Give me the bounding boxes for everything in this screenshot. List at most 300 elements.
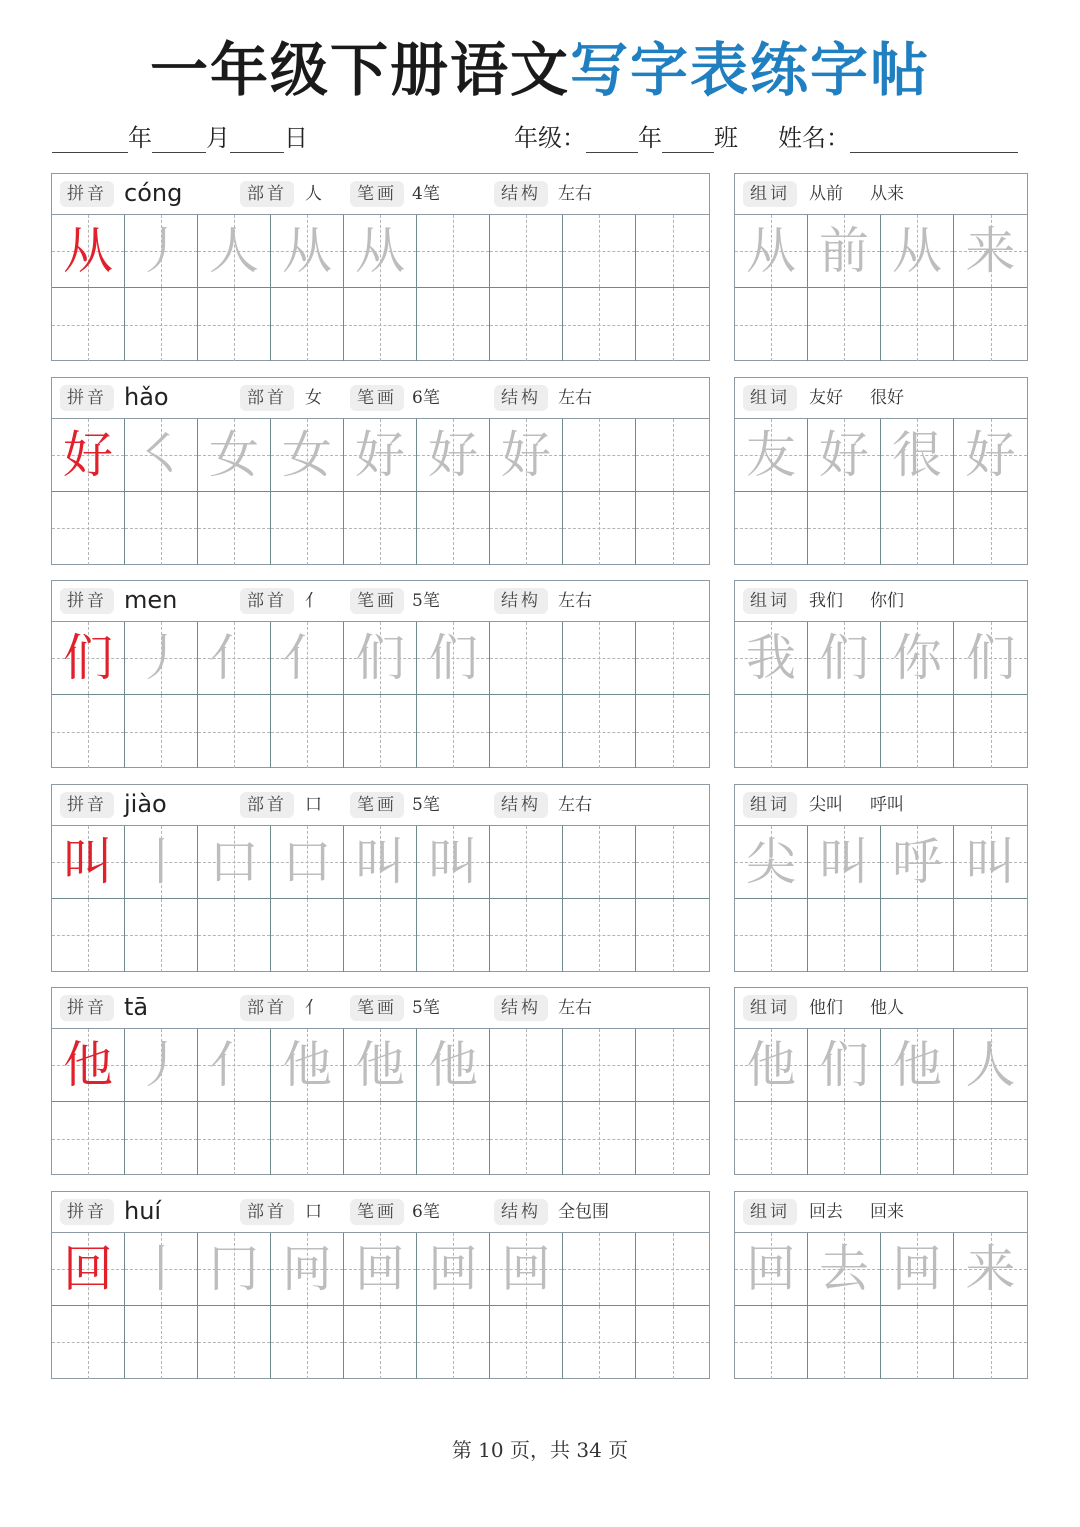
grid-cell[interactable]: [563, 695, 636, 768]
guide-line-v: [844, 899, 845, 972]
class-blank[interactable]: [662, 128, 714, 153]
grid-cell[interactable]: [881, 695, 954, 768]
grid-cell[interactable]: [954, 1306, 1027, 1379]
grid-cell[interactable]: [417, 1306, 490, 1379]
stroke-step: 他: [355, 1036, 405, 1094]
grid-cell[interactable]: [954, 695, 1027, 768]
grid-cell[interactable]: [52, 215, 125, 288]
guide-line-v: [599, 622, 600, 694]
grid-cell[interactable]: [636, 899, 709, 972]
grid-cell[interactable]: [344, 215, 417, 288]
word-character: 他: [892, 1036, 942, 1094]
grid-cell[interactable]: [271, 419, 344, 492]
grid-cell[interactable]: [808, 622, 881, 695]
grid-cell[interactable]: [198, 899, 271, 972]
strokes-value: 4笔: [412, 184, 440, 204]
page-title: [0, 32, 1080, 108]
grid-cell[interactable]: [563, 622, 636, 695]
grid-cell[interactable]: [881, 1306, 954, 1379]
structure-tag: 结构: [494, 588, 548, 614]
grid-cell[interactable]: [636, 1029, 709, 1102]
guide-line-v: [526, 695, 527, 768]
grid-cell[interactable]: [735, 1233, 808, 1306]
stroke-step: 亻: [209, 629, 259, 687]
grid-cell[interactable]: [271, 695, 344, 768]
grade-label: 年级：: [514, 124, 586, 152]
grid-cell[interactable]: [735, 419, 808, 492]
stroke-step: 好: [501, 425, 551, 484]
stroke-step: 好: [355, 425, 405, 484]
guide-line-v: [526, 899, 527, 972]
guide-line-v: [673, 899, 674, 972]
word-value: 他人: [870, 998, 904, 1018]
guide-line-v: [234, 288, 235, 361]
grid-cell[interactable]: [417, 1102, 490, 1175]
grid-cell[interactable]: [808, 288, 881, 361]
word-character: 们: [965, 629, 1016, 687]
grid-cell[interactable]: [198, 1233, 271, 1306]
guide-line-v: [307, 492, 308, 565]
grid-cell[interactable]: [735, 492, 808, 565]
day-blank[interactable]: [230, 128, 284, 153]
guide-line-v: [991, 288, 992, 361]
word-value: 我们: [809, 591, 843, 611]
structure-tag: 结构: [494, 385, 548, 411]
grid-cell[interactable]: [881, 1029, 954, 1102]
writing-grid: [735, 1233, 1027, 1378]
grid-cell[interactable]: [198, 1306, 271, 1379]
stroke-step: ㇛: [136, 425, 186, 484]
grid-cell[interactable]: [954, 492, 1027, 565]
guide-line-v: [380, 899, 381, 972]
guide-line-v: [917, 288, 918, 361]
grid-cell[interactable]: [344, 1233, 417, 1306]
grid-cell[interactable]: [125, 215, 198, 288]
card-header: [52, 378, 709, 419]
stroke-step: 女: [209, 425, 259, 484]
grid-cell[interactable]: [735, 1306, 808, 1379]
grid-cell[interactable]: [636, 1102, 709, 1175]
grid-cell[interactable]: [954, 419, 1027, 492]
guide-line-v: [453, 1102, 454, 1175]
card-header: [735, 581, 1027, 622]
radical-tag: 部首: [240, 995, 294, 1021]
grid-cell[interactable]: [271, 215, 344, 288]
pinyin-tag: 拼音: [60, 588, 114, 614]
strokes-tag: 笔画: [350, 1199, 404, 1225]
grid-cell[interactable]: [417, 899, 490, 972]
grid-cell[interactable]: [271, 1306, 344, 1379]
stroke-step: 口: [209, 832, 259, 891]
strokes-tag: 笔画: [350, 588, 404, 614]
guide-line-v: [599, 1233, 600, 1305]
grid-cell[interactable]: [954, 215, 1027, 288]
stroke-step: 他: [428, 1036, 478, 1094]
guide-line-v: [380, 492, 381, 565]
grid-cell[interactable]: [954, 826, 1027, 899]
guide-line-v: [161, 695, 162, 768]
grid-cell[interactable]: [881, 826, 954, 899]
grid-cell[interactable]: [52, 1029, 125, 1102]
stroke-step: 冂: [209, 1239, 259, 1298]
strokes-value: 5笔: [412, 591, 440, 611]
guide-line-v: [526, 215, 527, 287]
main-character: 叫: [63, 832, 113, 891]
grid-cell[interactable]: [52, 1306, 125, 1379]
word-character: 好: [819, 425, 869, 484]
grid-cell[interactable]: [52, 492, 125, 565]
guide-line-v: [453, 492, 454, 565]
grid-cell[interactable]: [271, 1102, 344, 1175]
grid-cell[interactable]: [417, 419, 490, 492]
grid-cell[interactable]: [808, 492, 881, 565]
guide-line-v: [844, 492, 845, 565]
radical-tag: 部首: [240, 792, 294, 818]
word-character: 从: [746, 222, 796, 280]
grid-cell[interactable]: [954, 1029, 1027, 1102]
stroke-step: 女: [282, 425, 332, 484]
guide-line-v: [991, 1102, 992, 1175]
grid-cell[interactable]: [808, 419, 881, 492]
grid-cell[interactable]: [198, 492, 271, 565]
guide-line-v: [673, 1102, 674, 1175]
pinyin-value: hǎo: [124, 382, 169, 411]
grid-cell[interactable]: [490, 622, 563, 695]
grid-cell[interactable]: [881, 288, 954, 361]
grid-cell[interactable]: [881, 1233, 954, 1306]
grid-cell[interactable]: [490, 288, 563, 361]
grid-cell[interactable]: [52, 826, 125, 899]
guide-line-v: [453, 215, 454, 287]
grid-cell[interactable]: [125, 1102, 198, 1175]
grid-cell[interactable]: [271, 1029, 344, 1102]
guide-line-v: [234, 1306, 235, 1379]
writing-grid: [735, 419, 1027, 564]
grid-cell[interactable]: [125, 622, 198, 695]
word-character: 们: [819, 1036, 869, 1094]
grid-cell[interactable]: [490, 826, 563, 899]
grid-cell[interactable]: [198, 1029, 271, 1102]
grid-cell[interactable]: [344, 492, 417, 565]
grid-cell[interactable]: [490, 899, 563, 972]
grid-cell[interactable]: [125, 826, 198, 899]
grid-cell[interactable]: [808, 826, 881, 899]
grid-cell[interactable]: [125, 1233, 198, 1306]
guide-line-v: [599, 826, 600, 898]
grid-cell[interactable]: [563, 1029, 636, 1102]
grid-cell[interactable]: [52, 622, 125, 695]
grid-cell[interactable]: [417, 826, 490, 899]
words-tag: 组词: [743, 995, 797, 1021]
grid-cell[interactable]: [636, 1306, 709, 1379]
radical-tag: 部首: [240, 1199, 294, 1225]
word-character: 去: [819, 1239, 869, 1298]
grid-cell[interactable]: [271, 492, 344, 565]
guide-line-v: [380, 695, 381, 768]
grid-cell[interactable]: [735, 826, 808, 899]
guide-line-v: [526, 826, 527, 898]
grid-cell[interactable]: [271, 899, 344, 972]
guide-line-v: [599, 419, 600, 491]
radical-tag: 部首: [240, 181, 294, 207]
grid-cell[interactable]: [417, 288, 490, 361]
grid-cell[interactable]: [808, 1306, 881, 1379]
grid-cell[interactable]: [125, 1306, 198, 1379]
guide-line-v: [161, 288, 162, 361]
grid-cell[interactable]: [52, 1102, 125, 1175]
grid-cell[interactable]: [344, 622, 417, 695]
words-tag: 组词: [743, 792, 797, 818]
word-value: 从来: [870, 184, 904, 204]
name-label: 姓名：: [778, 124, 850, 152]
title-part-blue: 写字表练字帖: [570, 36, 931, 104]
pinyin-value: men: [124, 586, 178, 614]
grid-cell[interactable]: [344, 419, 417, 492]
grid-cell[interactable]: [881, 215, 954, 288]
word-character: 你: [892, 629, 942, 687]
guide-line-v: [161, 492, 162, 565]
grid-cell[interactable]: [125, 1029, 198, 1102]
grid-cell[interactable]: [881, 622, 954, 695]
grid-cell[interactable]: [490, 419, 563, 492]
title-part-black: 一年级下册语文: [149, 36, 570, 104]
grid-cell[interactable]: [52, 419, 125, 492]
grid-cell[interactable]: [52, 899, 125, 972]
radical-tag: 部首: [240, 588, 294, 614]
grid-cell[interactable]: [563, 492, 636, 565]
grid-cell[interactable]: [344, 1102, 417, 1175]
guide-line-v: [526, 288, 527, 361]
char-practice-card: [51, 173, 710, 361]
grid-cell[interactable]: [735, 1029, 808, 1102]
grid-cell[interactable]: [125, 899, 198, 972]
grid-cell[interactable]: [490, 1102, 563, 1175]
year-label: 年: [128, 124, 152, 152]
class-label: 班: [714, 124, 738, 152]
grid-cell[interactable]: [271, 826, 344, 899]
card-header: [735, 785, 1027, 826]
guide-line-v: [771, 492, 772, 565]
grid-cell[interactable]: [636, 492, 709, 565]
guide-line-v: [380, 1102, 381, 1175]
guide-line-v: [234, 1102, 235, 1175]
grid-cell[interactable]: [881, 492, 954, 565]
guide-line-v: [673, 492, 674, 565]
card-header: [52, 988, 709, 1029]
guide-line-v: [771, 1306, 772, 1379]
grade-blank[interactable]: [586, 128, 638, 153]
grid-cell[interactable]: [271, 1233, 344, 1306]
grid-cell[interactable]: [490, 1029, 563, 1102]
grid-cell[interactable]: [636, 622, 709, 695]
grid-cell[interactable]: [808, 695, 881, 768]
guide-line-v: [88, 288, 89, 361]
grid-cell[interactable]: [344, 1029, 417, 1102]
grid-cell[interactable]: [198, 288, 271, 361]
grid-cell[interactable]: [490, 492, 563, 565]
month-blank[interactable]: [152, 128, 206, 153]
grid-cell[interactable]: [735, 899, 808, 972]
grid-cell[interactable]: [735, 288, 808, 361]
grid-cell[interactable]: [735, 1102, 808, 1175]
grid-cell[interactable]: [490, 695, 563, 768]
grid-cell[interactable]: [125, 492, 198, 565]
card-header: [52, 1192, 709, 1233]
word-practice-card: [734, 173, 1028, 361]
grade-year-label: 年: [638, 124, 662, 152]
grid-cell[interactable]: [636, 215, 709, 288]
year-blank[interactable]: [52, 128, 128, 153]
grid-cell[interactable]: [954, 1233, 1027, 1306]
guide-line-v: [599, 1029, 600, 1101]
main-character: 从: [63, 222, 113, 280]
guide-line-v: [599, 1306, 600, 1379]
grid-cell[interactable]: [417, 1029, 490, 1102]
grid-cell[interactable]: [563, 1306, 636, 1379]
guide-line-v: [917, 1306, 918, 1379]
guide-line-v: [991, 695, 992, 768]
word-character: 他: [746, 1036, 796, 1094]
stroke-step: 从: [355, 222, 405, 280]
grid-cell[interactable]: [636, 419, 709, 492]
grid-cell[interactable]: [52, 695, 125, 768]
grid-cell[interactable]: [808, 1029, 881, 1102]
writing-grid: [52, 1029, 709, 1174]
word-value: 从前: [809, 184, 843, 204]
grid-cell[interactable]: [881, 899, 954, 972]
grid-cell[interactable]: [417, 695, 490, 768]
structure-tag: 结构: [494, 995, 548, 1021]
grid-cell[interactable]: [198, 215, 271, 288]
grid-cell[interactable]: [735, 215, 808, 288]
grid-cell[interactable]: [344, 288, 417, 361]
grid-cell[interactable]: [490, 215, 563, 288]
grid-cell[interactable]: [563, 899, 636, 972]
guide-line-v: [88, 1102, 89, 1175]
grid-cell[interactable]: [417, 215, 490, 288]
card-header: [735, 988, 1027, 1029]
grid-cell[interactable]: [881, 1102, 954, 1175]
grid-cell[interactable]: [344, 1306, 417, 1379]
grid-cell[interactable]: [344, 826, 417, 899]
guide-line-v: [771, 899, 772, 972]
guide-line-v: [88, 899, 89, 972]
structure-value: 左右: [558, 591, 592, 611]
grid-cell[interactable]: [417, 622, 490, 695]
grid-cell[interactable]: [735, 695, 808, 768]
structure-value: 左右: [558, 184, 592, 204]
grid-cell[interactable]: [881, 419, 954, 492]
grid-cell[interactable]: [563, 1233, 636, 1306]
grid-cell[interactable]: [563, 1102, 636, 1175]
grid-cell[interactable]: [417, 1233, 490, 1306]
grid-cell[interactable]: [490, 1306, 563, 1379]
grid-cell[interactable]: [52, 1233, 125, 1306]
grid-cell[interactable]: [636, 1233, 709, 1306]
grid-cell[interactable]: [125, 695, 198, 768]
grid-cell[interactable]: [198, 1102, 271, 1175]
guide-line-v: [526, 1102, 527, 1175]
word-value: 很好: [870, 387, 904, 408]
grid-cell[interactable]: [954, 899, 1027, 972]
word-character: 前: [819, 222, 869, 280]
grid-cell[interactable]: [198, 826, 271, 899]
grid-cell[interactable]: [563, 215, 636, 288]
guide-line-v: [526, 1029, 527, 1101]
grid-cell[interactable]: [125, 288, 198, 361]
word-practice-card: [734, 580, 1028, 768]
grid-cell[interactable]: [125, 419, 198, 492]
guide-line-v: [844, 288, 845, 361]
grid-cell[interactable]: [954, 1102, 1027, 1175]
grid-cell[interactable]: [808, 899, 881, 972]
word-value: 回去: [809, 1201, 843, 1222]
grid-cell[interactable]: [52, 288, 125, 361]
grid-cell[interactable]: [808, 215, 881, 288]
grid-cell[interactable]: [563, 288, 636, 361]
grid-cell[interactable]: [808, 1102, 881, 1175]
grid-cell[interactable]: [271, 288, 344, 361]
grid-cell[interactable]: [198, 419, 271, 492]
word-character: 来: [965, 222, 1016, 280]
grid-cell[interactable]: [198, 695, 271, 768]
grid-cell[interactable]: [954, 288, 1027, 361]
radical-value: 人: [305, 184, 322, 204]
char-practice-card: [51, 784, 710, 972]
grid-cell[interactable]: [954, 622, 1027, 695]
grid-cell[interactable]: [490, 1233, 563, 1306]
grid-cell[interactable]: [198, 622, 271, 695]
guide-line-v: [673, 1029, 674, 1101]
guide-line-v: [307, 1306, 308, 1379]
guide-line-v: [453, 695, 454, 768]
guide-line-v: [771, 695, 772, 768]
grid-cell[interactable]: [344, 899, 417, 972]
grid-cell[interactable]: [808, 1233, 881, 1306]
guide-line-v: [917, 1102, 918, 1175]
guide-line-v: [991, 1306, 992, 1379]
stroke-step: 丿: [136, 1036, 186, 1094]
grid-cell[interactable]: [344, 695, 417, 768]
guide-line-v: [453, 1306, 454, 1379]
word-character: 们: [819, 629, 869, 687]
grid-cell[interactable]: [417, 492, 490, 565]
pinyin-tag: 拼音: [60, 995, 114, 1021]
grid-cell[interactable]: [636, 288, 709, 361]
name-blank[interactable]: [850, 128, 1018, 153]
radical-value: 口: [305, 1201, 322, 1222]
guide-line-v: [673, 288, 674, 361]
strokes-value: 6笔: [412, 387, 440, 408]
grid-cell[interactable]: [271, 622, 344, 695]
word-character: 很: [892, 425, 942, 484]
grid-cell[interactable]: [735, 622, 808, 695]
guide-line-v: [380, 288, 381, 361]
stroke-step: 丨: [136, 1239, 186, 1298]
guide-line-v: [844, 1306, 845, 1379]
strokes-tag: 笔画: [350, 792, 404, 818]
grid-cell[interactable]: [563, 826, 636, 899]
strokes-value: 6笔: [412, 1201, 440, 1222]
pinyin-tag: 拼音: [60, 385, 114, 411]
grid-cell[interactable]: [563, 419, 636, 492]
writing-grid: [52, 622, 709, 767]
radical-tag: 部首: [240, 385, 294, 411]
guide-line-v: [917, 695, 918, 768]
grid-cell[interactable]: [636, 695, 709, 768]
structure-value: 左右: [558, 387, 592, 408]
grid-cell[interactable]: [636, 826, 709, 899]
